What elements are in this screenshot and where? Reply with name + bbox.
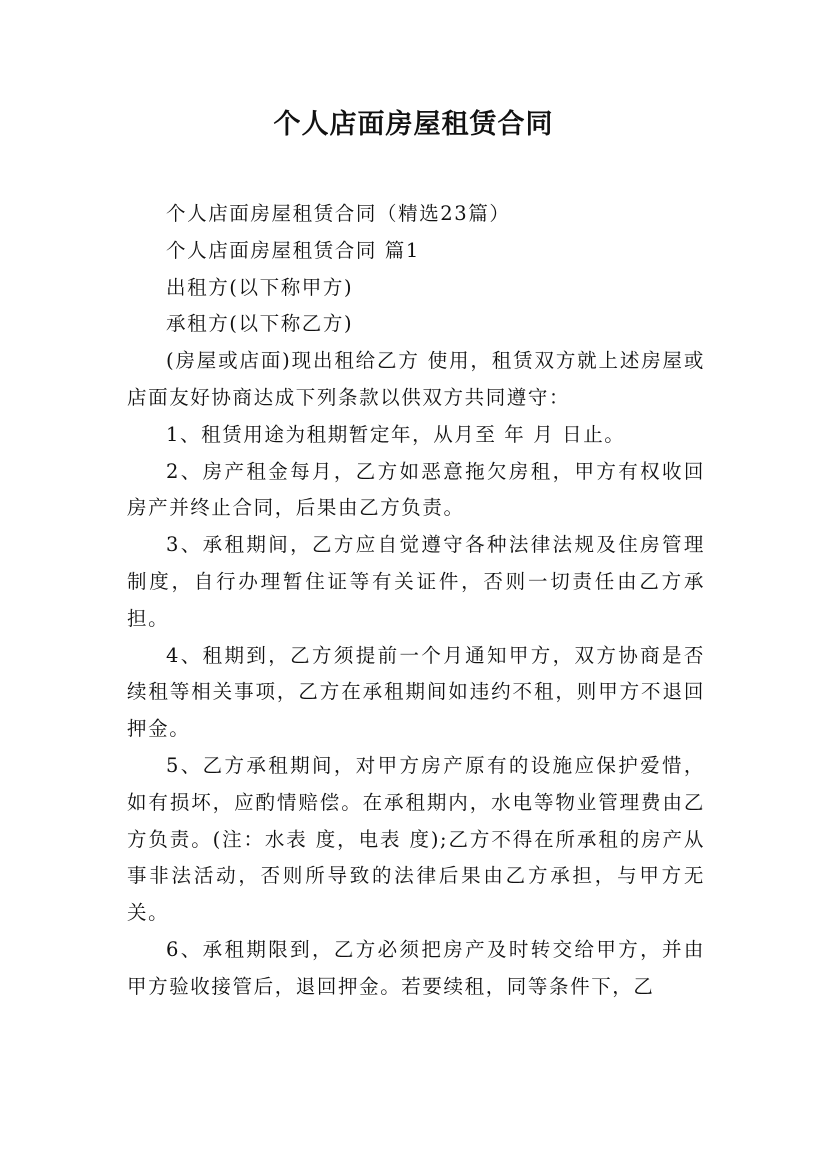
clause-2: 2、房产租金每月，乙方如恶意拖欠房租，甲方有权收回房产并终止合同，后果由乙方负责。 — [127, 459, 705, 520]
clause-5: 5、乙方承租期间，对甲方房产原有的设施应保护爱惜，如有损坏，应酌情赔偿。在承租期内，水电等物业管理费由乙方负责。(注：水表 度，电表 度);乙方不得在所承租的房产从事非法活动，否则所导致的法律后果由乙方承担，与甲方无关。 — [127, 753, 705, 925]
document-title: 个人店面房屋租赁合同 — [273, 109, 554, 140]
heading-part-1: 个人店面房屋租赁合同 篇1 — [166, 238, 420, 262]
heading-selection: 个人店面房屋租赁合同（精选23篇） — [166, 202, 511, 225]
lessee-line: 承租方(以下称乙方) — [166, 312, 354, 336]
clause-4: 4、租期到，乙方须提前一个月通知甲方，双方协商是否续租等相关事项，乙方在承租期间如违约不租，则甲方不退回押金。 — [127, 643, 705, 741]
clause-1: 1、租赁用途为租期暂定年，从月至 年 月 日止。 — [166, 422, 626, 446]
lessor-line: 出租方(以下称甲方) — [166, 275, 354, 299]
preamble-paragraph: (房屋或店面)现出租给乙方 使用，租赁双方就上述房屋或店面友好协商达成下列条款以供双方共同遵守： — [127, 349, 705, 409]
document-body — [127, 196, 705, 1006]
clause-6: 6、承租期限到，乙方必须把房产及时转交给甲方，并由甲方验收接管后，退回押金。若要续租，同等条件下，乙 — [127, 937, 705, 998]
clause-3: 3、承租期间，乙方应自觉遵守各种法律法规及住房管理制度，自行办理暂住证等有关证件，否则一切责任由乙方承担。 — [127, 533, 705, 630]
